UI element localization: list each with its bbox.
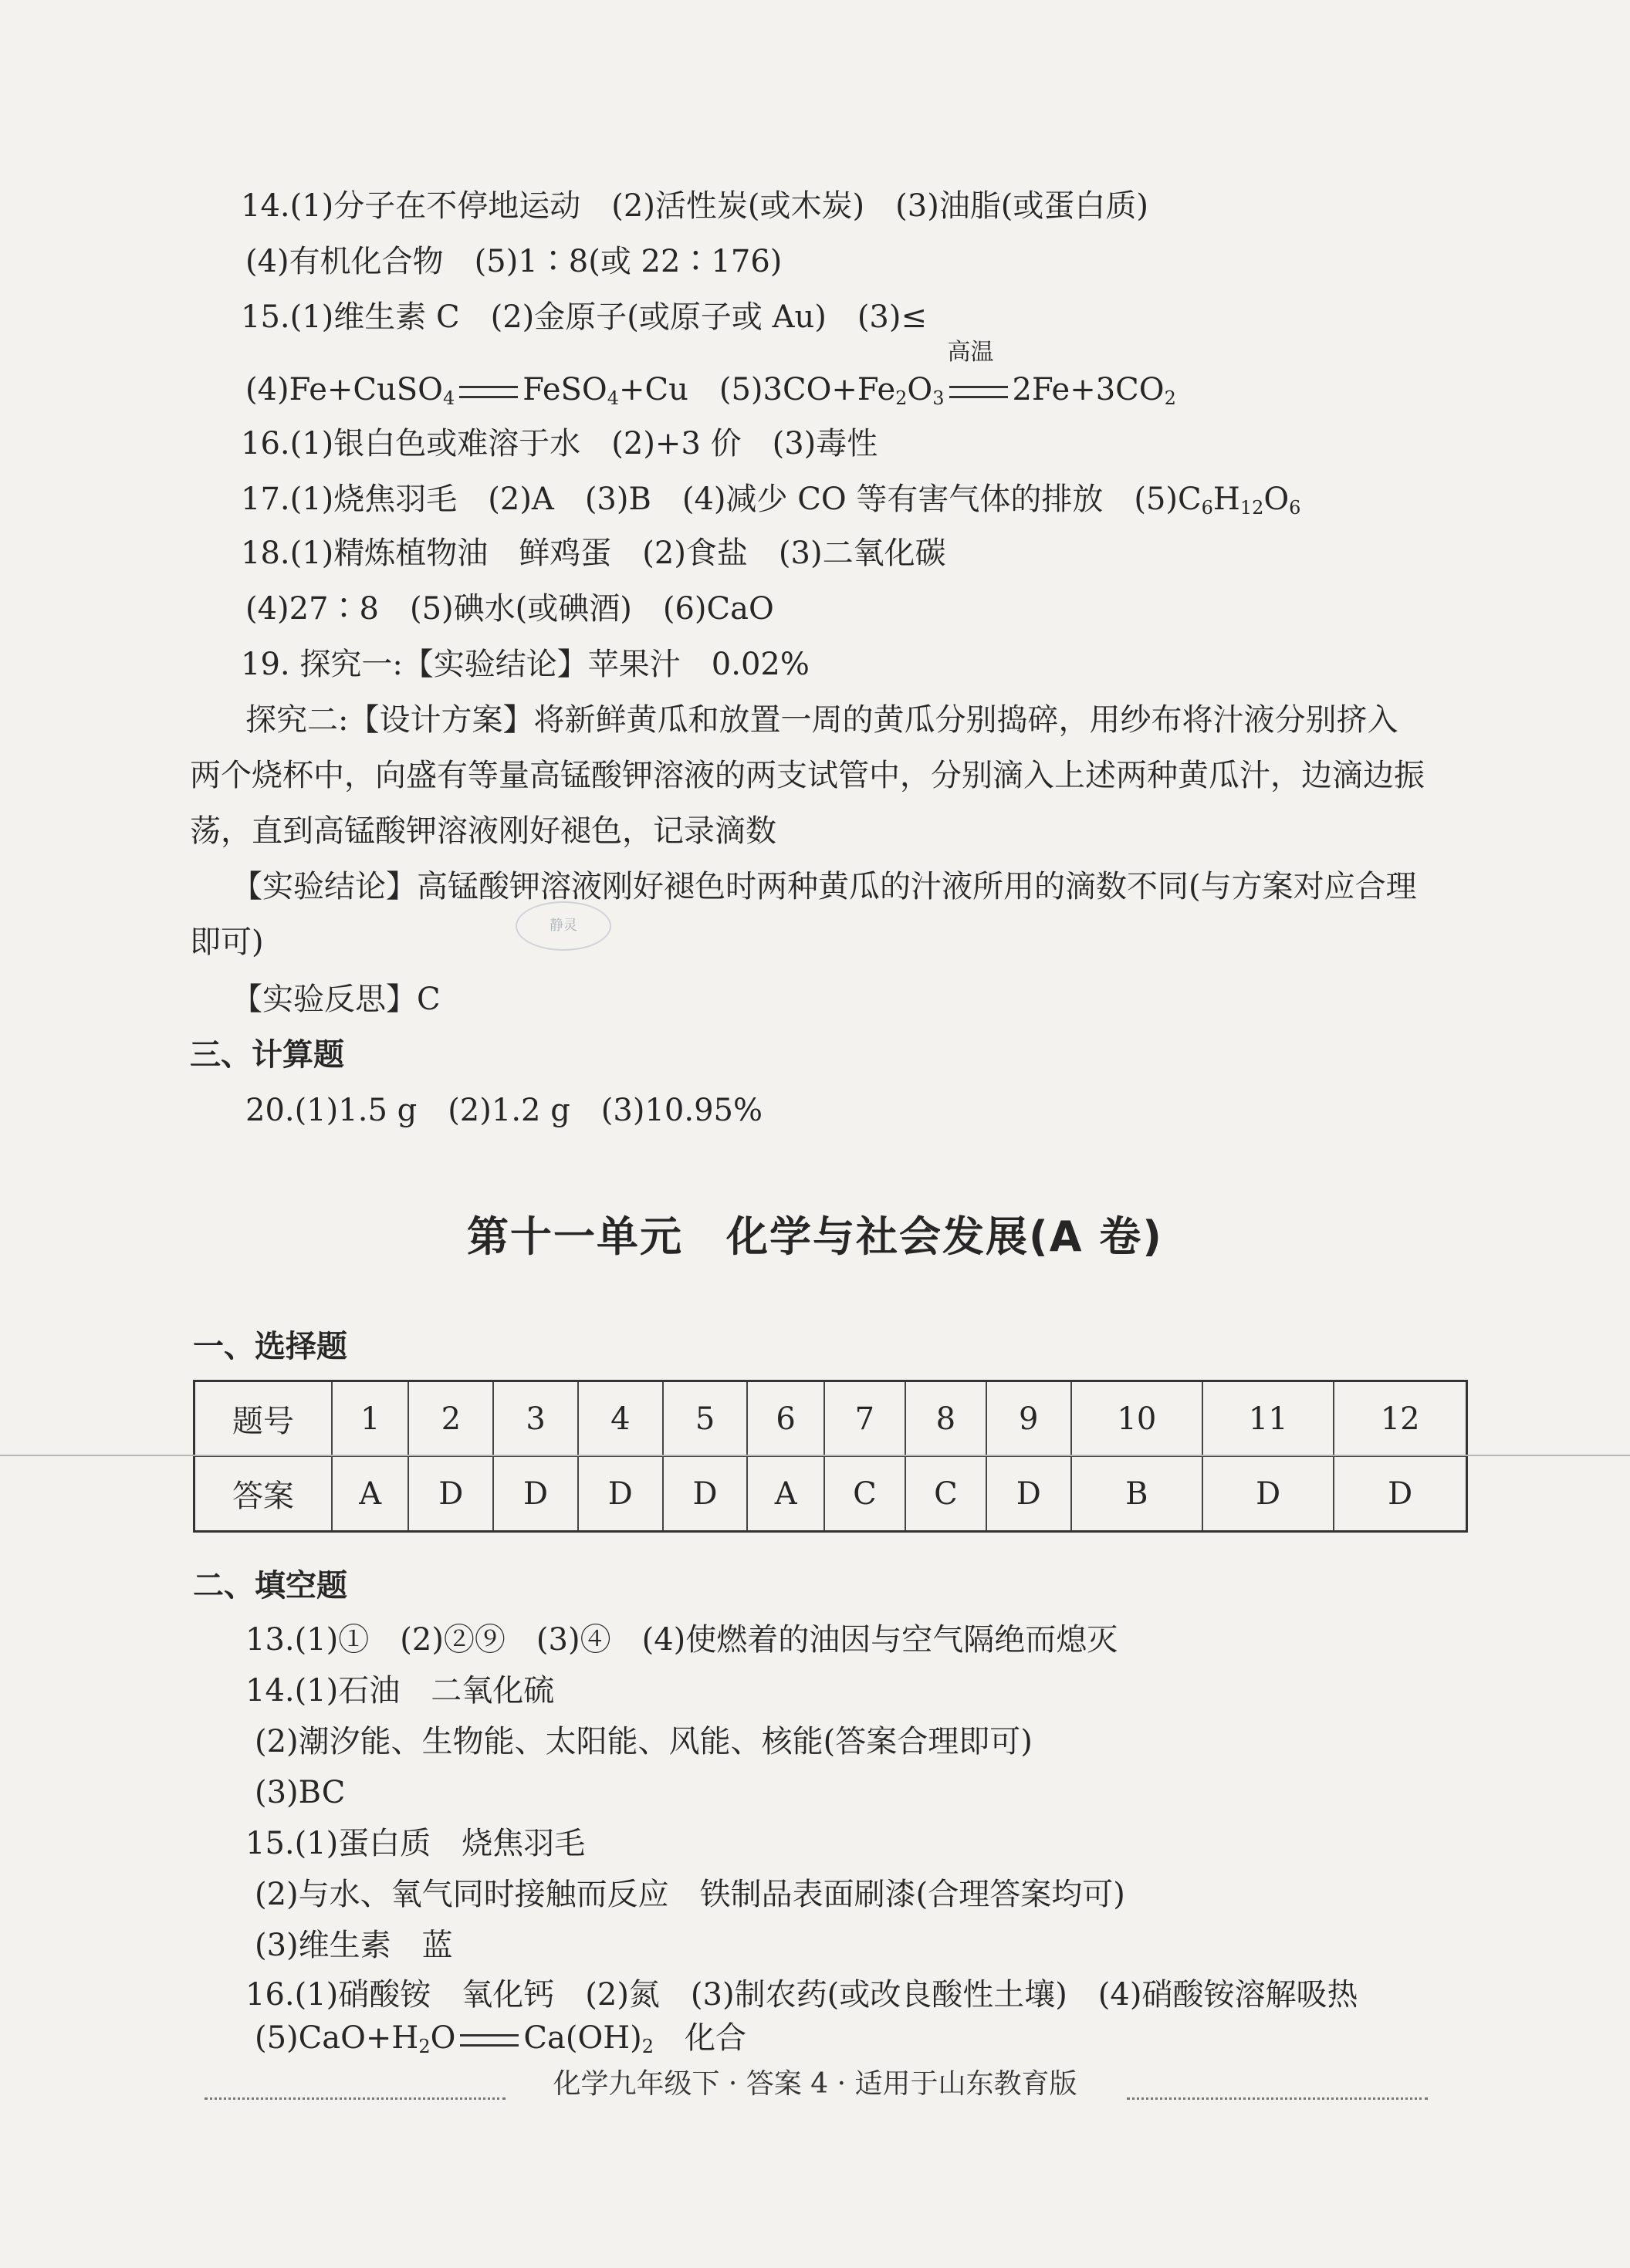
answer-line-16: 16.(1)银白色或难溶于水 (2)+3 价 (3)毒性: [241, 426, 878, 461]
table-cell: D: [1202, 1456, 1334, 1532]
table-cell: D: [493, 1456, 578, 1532]
answer-table: [193, 1380, 1468, 1533]
footer-dots-left: [205, 2097, 506, 2100]
equals-sign: [455, 2017, 523, 2059]
table-header-cell: 答案: [194, 1456, 333, 1532]
answer-line-15-equations: (4)Fe+CuSO$_4$ FeSO$_4$+Cu $(5)3CO+Fe_2O_3$ 高温 $2Fe+3CO_2$: [245, 339, 1176, 409]
answer-line-14-cont: (4)有机化合物 (5)1∶8(或 22∶176): [245, 244, 783, 279]
answer-line-14b: 14.(1)石油 二氧化硫: [245, 1673, 555, 1709]
answer-line-19-design-2: 两个烧杯中，向盛有等量高锰酸钾溶液的两支试管中，分别滴入上述两种黄瓜汁，边滴边振: [190, 758, 1425, 793]
scan-fold-line: [0, 1455, 1630, 1456]
table-cell: 10: [1071, 1381, 1202, 1457]
table-cell: D: [578, 1456, 663, 1532]
page-footer: 化学九年级下 · 答案 4 · 适用于山东教育版: [553, 2068, 1077, 2100]
reaction-condition: 高温: [945, 369, 1013, 411]
table-cell: A: [747, 1456, 823, 1532]
answer-line-18-cont: (4)27∶8 (5)碘水(或碘酒) (6)CaO: [245, 591, 774, 627]
answer-line-13: 13.(1)① (2)②⑨ (3)④ (4)使燃着的油因与空气隔绝而熄灭: [245, 1622, 1118, 1658]
answer-line-14b-3: (3)BC: [255, 1775, 346, 1810]
equals-sign: [455, 369, 522, 411]
table-cell: D: [663, 1456, 748, 1532]
table-cell: 3: [493, 1381, 578, 1457]
table-cell: A: [332, 1456, 408, 1532]
table-cell: 8: [905, 1381, 986, 1457]
answer-line-18: 18.(1)精炼植物油 鲜鸡蛋 (2)食盐 (3)二氧化碳: [241, 536, 946, 571]
answer-line-19-conclusion-cont: 即可): [190, 924, 264, 960]
answer-line-15: 15.(1)维生素 C (2)金原子(或原子或 Au) (3)≤: [241, 299, 928, 335]
answer-line-15b: 15.(1)蛋白质 烧焦羽毛: [245, 1826, 586, 1861]
answer-line-19-design-3: 荡，直到高锰酸钾溶液刚好褪色，记录滴数: [190, 813, 776, 849]
answer-line-17: 17.(1)烧焦羽毛 (2)A (3)B (4)减少 CO 等有害气体的排放 $(5)C_6H_{12}O_6$: [241, 482, 1301, 519]
answer-line-14: 14.(1)分子在不停地运动 (2)活性炭(或木炭) (3)油脂(或蛋白质): [241, 188, 1149, 224]
table-header-cell: 题号: [194, 1381, 333, 1457]
table-cell: C: [824, 1456, 905, 1532]
answer-line-16b-main: 16.(1)硝酸铵 氧化钙 (2)氮 (3)制农药(或改良酸性土壤) (4)硝酸铵溶解吸热: [245, 1977, 1358, 2013]
answer-line-19-reflection: 【实验反思】C: [232, 982, 441, 1017]
table-cell: 2: [408, 1381, 493, 1457]
answer-line-15b-3: (3)维生素 蓝: [255, 1928, 453, 1963]
unit-title: 第十一单元 化学与社会发展(A 卷): [467, 1212, 1163, 1261]
table-cell: B: [1071, 1456, 1202, 1532]
table-cell: 5: [663, 1381, 748, 1457]
table-cell: D: [986, 1456, 1071, 1532]
answer-line-16b-equation: $(5)CaO+H_2O$ $Ca(OH)_2$ 化合: [255, 2017, 746, 2067]
footer-dots-right: [1127, 2097, 1428, 2100]
table-cell: 9: [986, 1381, 1071, 1457]
table-cell: 1: [332, 1381, 408, 1457]
table-cell: D: [1334, 1456, 1466, 1532]
answer-line-19-conclusion: 【实验结论】高锰酸钾溶液刚好褪色时两种黄瓜的汁液所用的滴数不同(与方案对应合理: [232, 869, 1417, 904]
table-cell: 12: [1334, 1381, 1466, 1457]
table-row: [194, 1381, 1467, 1457]
answer-line-20: 20.(1)1.5 g (2)1.2 g (3)10.95%: [245, 1093, 763, 1128]
table-cell: C: [905, 1456, 986, 1532]
table-cell: 7: [824, 1381, 905, 1457]
answer-line-14b-2: (2)潮汐能、生物能、太阳能、风能、核能(答案合理即可): [255, 1724, 1033, 1759]
section-heading-calculation: 三、计算题: [190, 1037, 344, 1073]
table-row: [194, 1456, 1467, 1532]
section-heading-choice: 一、选择题: [193, 1329, 347, 1364]
table-cell: 11: [1202, 1381, 1334, 1457]
answer-line-19: 19. 探究一:【实验结论】苹果汁 0.02%: [241, 647, 810, 682]
table-cell: D: [408, 1456, 493, 1532]
stamp: 静灵: [516, 901, 611, 951]
answer-line-19-design-1: 探究二:【设计方案】将新鲜黄瓜和放置一周的黄瓜分别捣碎，用纱布将汁液分别挤入: [245, 702, 1398, 738]
answer-line-15b-2: (2)与水、氧气同时接触而反应 铁制品表面刷漆(合理答案均可): [255, 1877, 1125, 1912]
section-heading-fill: 二、填空题: [193, 1568, 347, 1604]
table-cell: 4: [578, 1381, 663, 1457]
table-cell: 6: [747, 1381, 823, 1457]
